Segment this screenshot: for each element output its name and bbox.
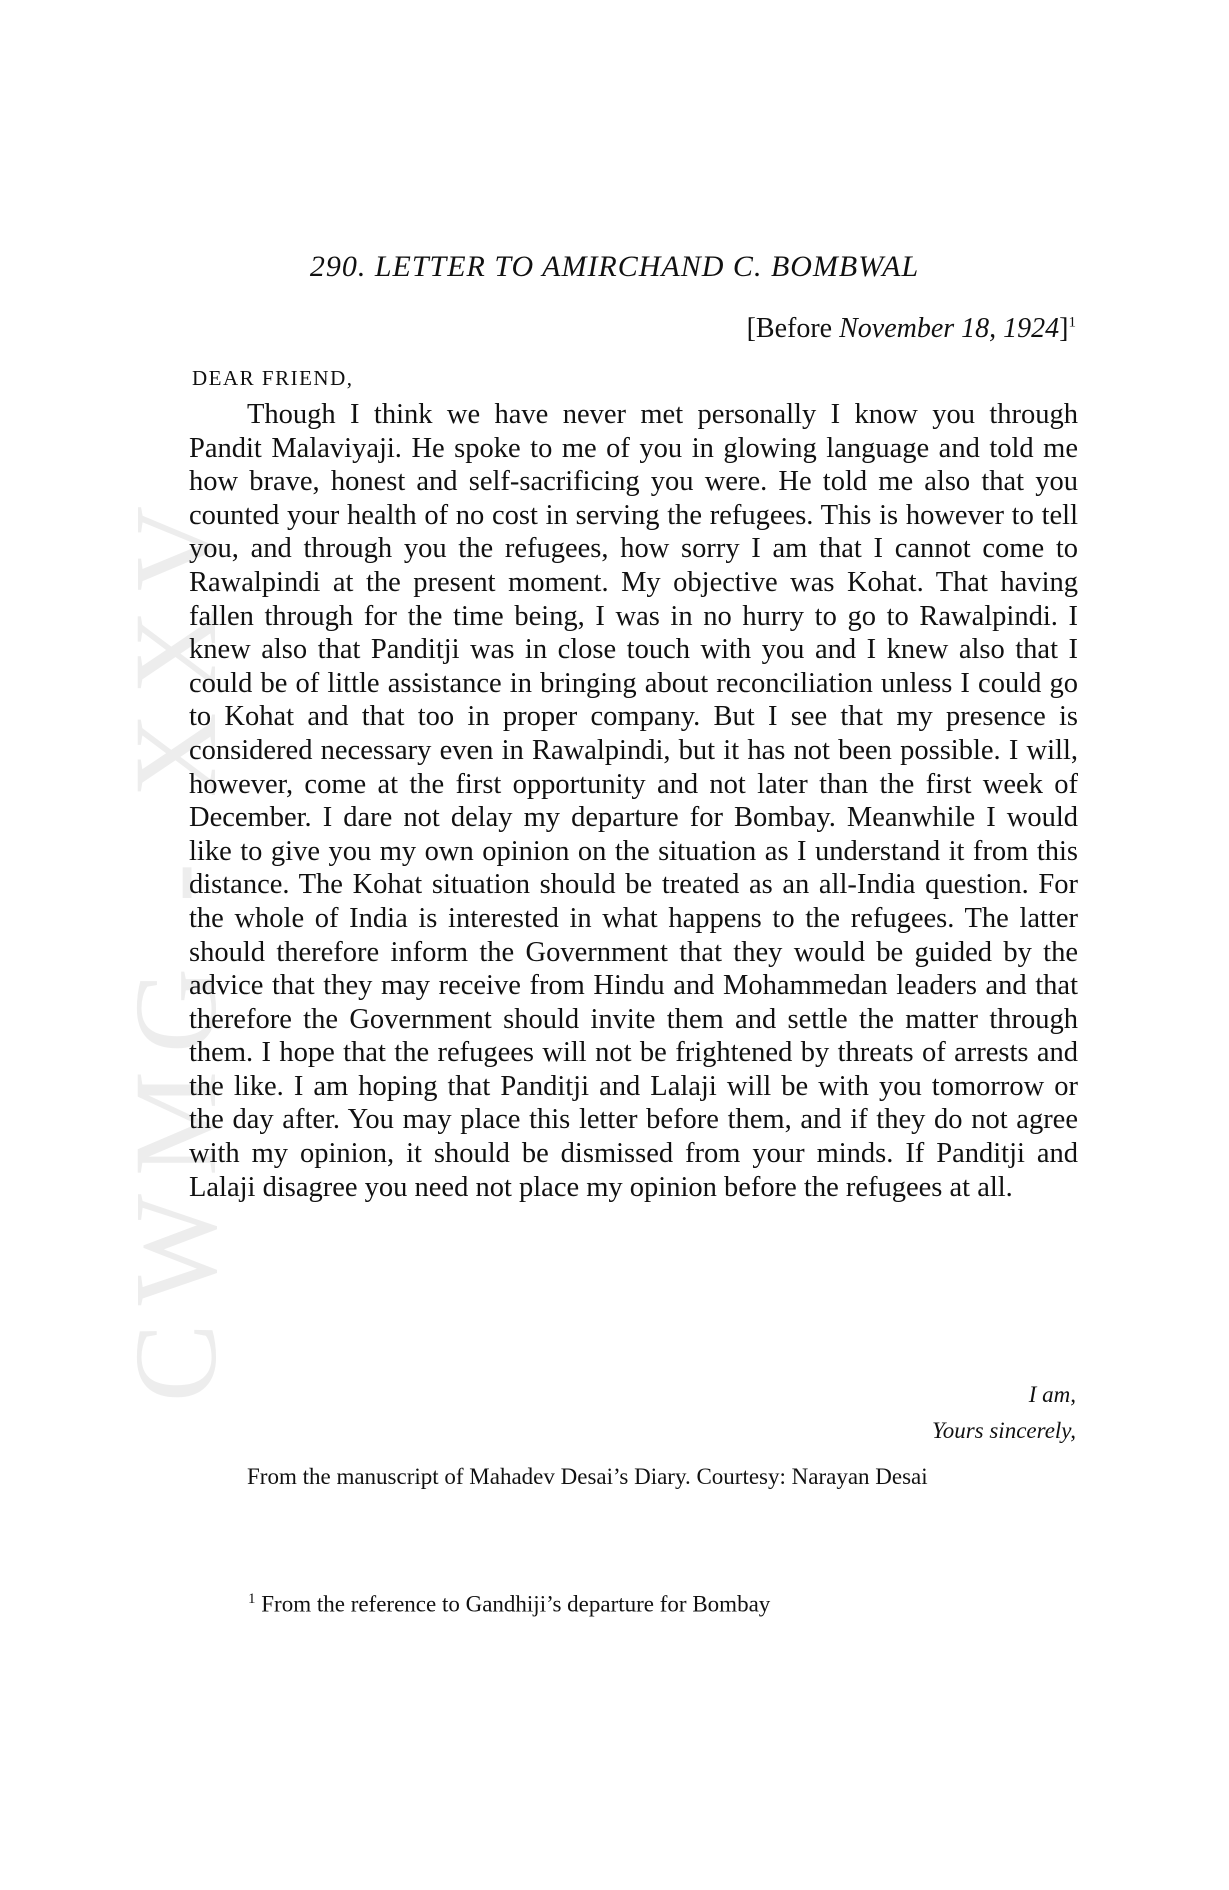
- dateline-suffix: ]: [1059, 313, 1069, 344]
- footnote: [248, 1591, 770, 1618]
- footnote-text: From the reference to Gandhiji’s departure for Bombay: [261, 1591, 771, 1617]
- dateline: [747, 313, 1076, 345]
- salutation: DEAR FRIEND,: [192, 366, 354, 390]
- letter-heading: 290. LETTER TO AMIRCHAND C. BOMBWAL: [309, 250, 920, 283]
- dateline-footnote-mark: 1: [1068, 314, 1076, 331]
- letter-body: Though I think we have never met personally I know you through Pandit Malaviyaji. He spoke to me of you in glowing language and told me how brave, honest and self-sacrificing you were. He told me also that you counted your health of no cost in serving the refugees. This is however to tell you, and through you the refugees, how sorry I am that I cannot come to Rawalpindi at the present moment. My objective was Kohat. That having fallen through for the time being, I was in no hurry to go to Rawalpindi. I knew also that Panditji was in close touch with you and I knew also that I could be of little assistance in bringing about reconciliation unless I could go to Kohat and that too in proper company. But I see that my presence is considered necessary even in Rawalpindi, but it has not been possible. I will, however, come at the first opportunity and not later than the first week of December. I dare not delay my departure for Bombay. Meanwhile I would like to give you my own opinion on the situation as I understand it from this distance. The Kohat situation should be treated as an all-India question. For the whole of India is interested in what happens to the refugees. The latter should therefore inform the Government that they would be guided by the advice that they may receive from Hindu and Mohammedan leaders and that therefore the Government should invite them and settle the matter through them. I hope that the refugees will not be frightened by threats of arrests and the like. I am hoping that Panditji and Lalaji will be with you tomorrow or the day after. You may place this letter before them, and if they do not agree with my opinion, it should be dismissed from your minds. If Panditji and Lalaji disagree you need not place my opinion before the refugees at all.: [189, 399, 1078, 1203]
- dateline-date: November 18, 1924: [839, 313, 1060, 344]
- dateline-prefix: [Before: [746, 313, 840, 344]
- footnote-mark: 1: [248, 1591, 256, 1607]
- signoff-line: Yours sincerely,: [932, 1418, 1076, 1443]
- watermark-text: CWMG - XXV: [110, 487, 242, 1403]
- closing-line: I am,: [1028, 1382, 1076, 1407]
- source-note: From the manuscript of Mahadev Desai’s Diary. Courtesy: Narayan Desai: [247, 1464, 928, 1489]
